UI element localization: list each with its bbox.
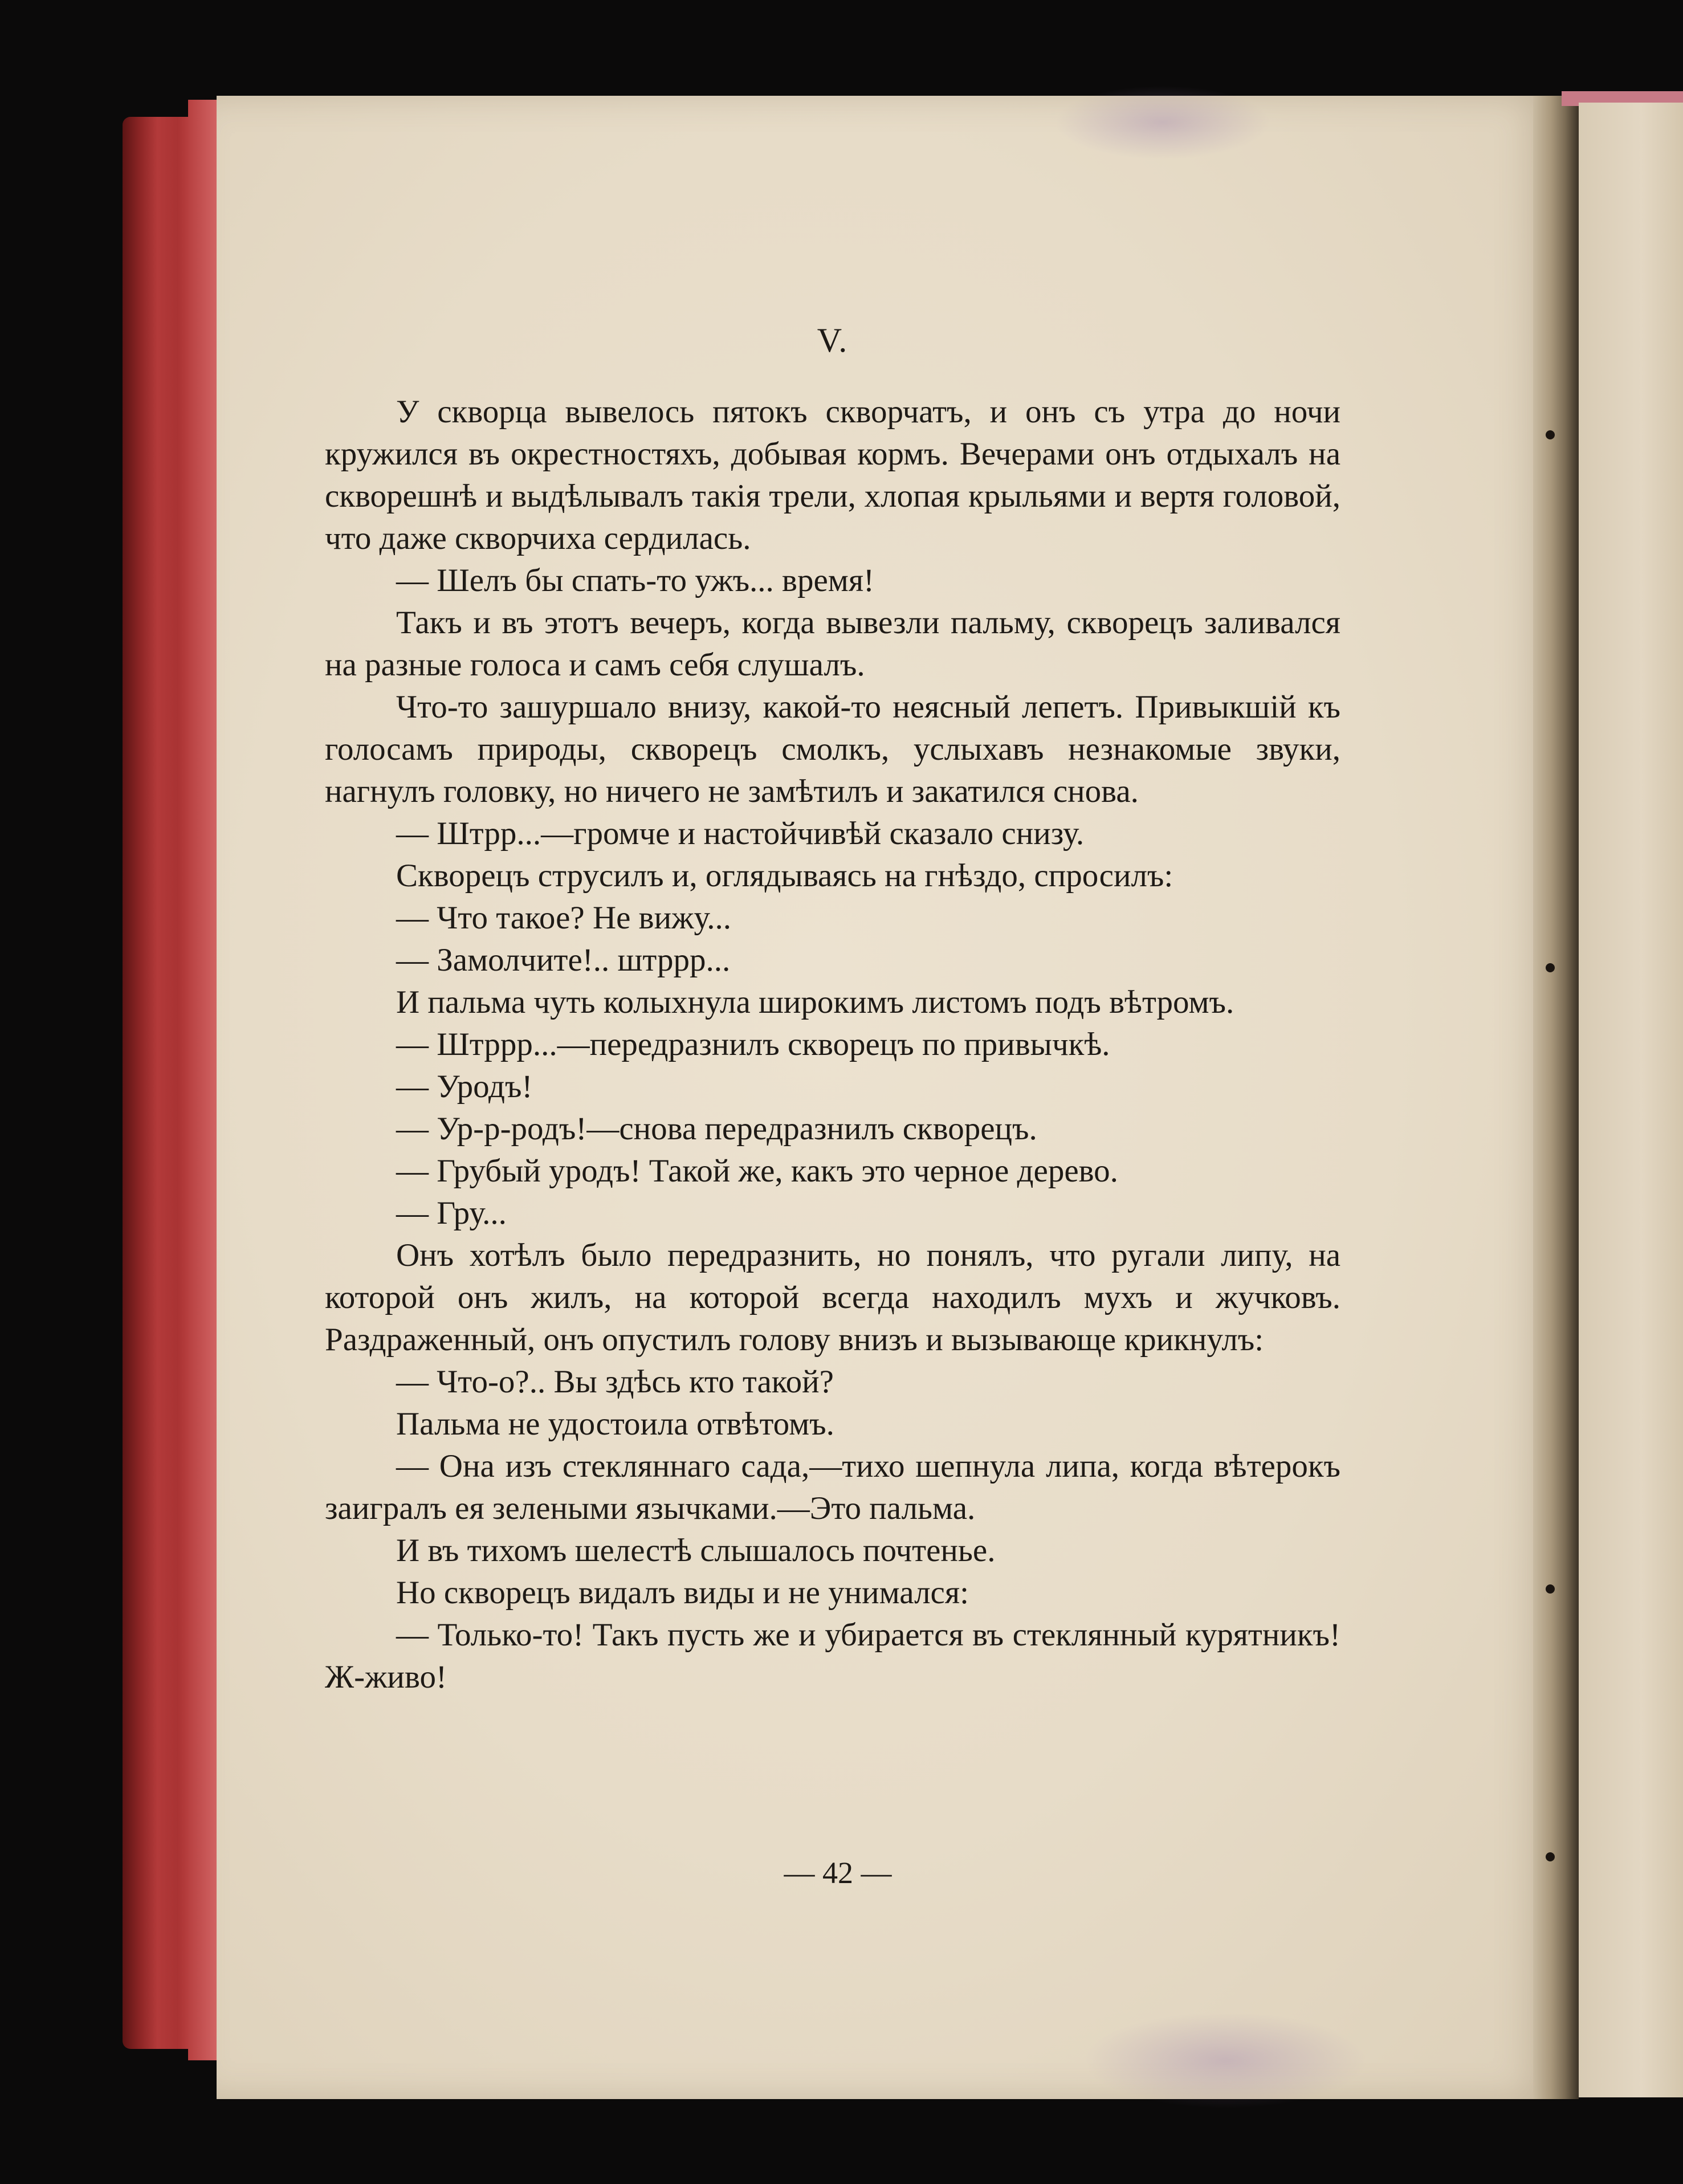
binding-stitch xyxy=(1546,430,1555,439)
paragraph: Онъ хотѣлъ было передразнить, но понялъ, что ругали липу, на которой онъ жилъ, на которой всегда находилъ мухъ и жучковъ. Раздраженный, онъ опустилъ голову внизъ и вызывающе крикнулъ: xyxy=(325,1237,1340,1358)
paragraph: Пальма не удостоила отвѣтомъ. xyxy=(396,1406,834,1442)
paragraph: У скворца вывелось пятокъ скворчатъ, и онъ съ утра до ночи кружился въ окрестностяхъ, добывая кормъ. Вечерами онъ отдыхалъ на скворешнѣ и выдѣлывалъ такія трели, хлопая крыльями и вертя головой, что даже скворчиха сердилась. xyxy=(325,394,1340,556)
paragraph: И въ тихомъ шелестѣ слышалось почтенье. xyxy=(396,1533,996,1568)
chapter-heading: V. xyxy=(817,321,849,359)
paragraph: — Ур-р-родъ!—снова передразнилъ скворецъ. xyxy=(396,1111,1037,1147)
paragraph: — Замолчите!.. штррр... xyxy=(396,942,731,978)
book-page-right xyxy=(1579,103,1683,2097)
paragraph: Такъ и въ этотъ вечеръ, когда вывезли пальму, скворецъ заливался на разные голоса и самъ себя слушалъ. xyxy=(325,605,1340,683)
paragraph: — Что такое? Не вижу... xyxy=(396,900,732,936)
paragraph: — Шелъ бы спать-то ужъ... время! xyxy=(396,563,875,598)
paragraph: Что-то зашуршало внизу, какой-то неясный лепетъ. Привыкшій къ голосамъ природы, скворецъ смолкъ, услыхавъ незнакомые звуки, нагнулъ головку, но ничего не замѣтилъ и закатился снова. xyxy=(325,689,1340,809)
paragraph: Но скворецъ видалъ виды и не унимался: xyxy=(396,1575,969,1611)
ink-stain xyxy=(1083,2012,1368,2109)
paragraph: — Что-о?.. Вы здѣсь кто такой? xyxy=(396,1364,834,1400)
binding-stitch xyxy=(1546,963,1555,972)
paragraph: — Грубый уродъ! Такой же, какъ это черное дерево. xyxy=(396,1153,1118,1189)
paragraph: — Только-то! Такъ пусть же и убирается въ стеклянный курятникъ! Ж-живо! xyxy=(325,1617,1340,1695)
paragraph: — Уродъ! xyxy=(396,1069,533,1105)
paragraph: — Она изъ стекляннаго сада,—тихо шепнула липа, когда вѣтерокъ заигралъ ея зелеными язычками.—Это пальма. xyxy=(325,1448,1340,1526)
binding-stitch xyxy=(1546,1584,1555,1594)
paragraph: — Штрр...—громче и настойчивѣй сказало снизу. xyxy=(396,816,1085,851)
paragraph: — Штррр...—передразнилъ скворецъ по привычкѣ. xyxy=(396,1026,1110,1062)
paragraph-list xyxy=(325,391,1340,1698)
paragraph: — Гру... xyxy=(396,1195,507,1231)
ink-stain xyxy=(1054,85,1271,160)
paragraph: И пальма чуть колыхнула широкимъ листомъ подъ вѣтромъ. xyxy=(396,984,1234,1020)
book-gutter xyxy=(1533,96,1579,2099)
page-number: — 42 — xyxy=(784,1856,892,1890)
paragraph: Скворецъ струсилъ и, оглядываясь на гнѣздо, спросилъ: xyxy=(396,858,1173,894)
page-text xyxy=(325,319,1340,1698)
binding-stitch xyxy=(1546,1852,1555,1861)
